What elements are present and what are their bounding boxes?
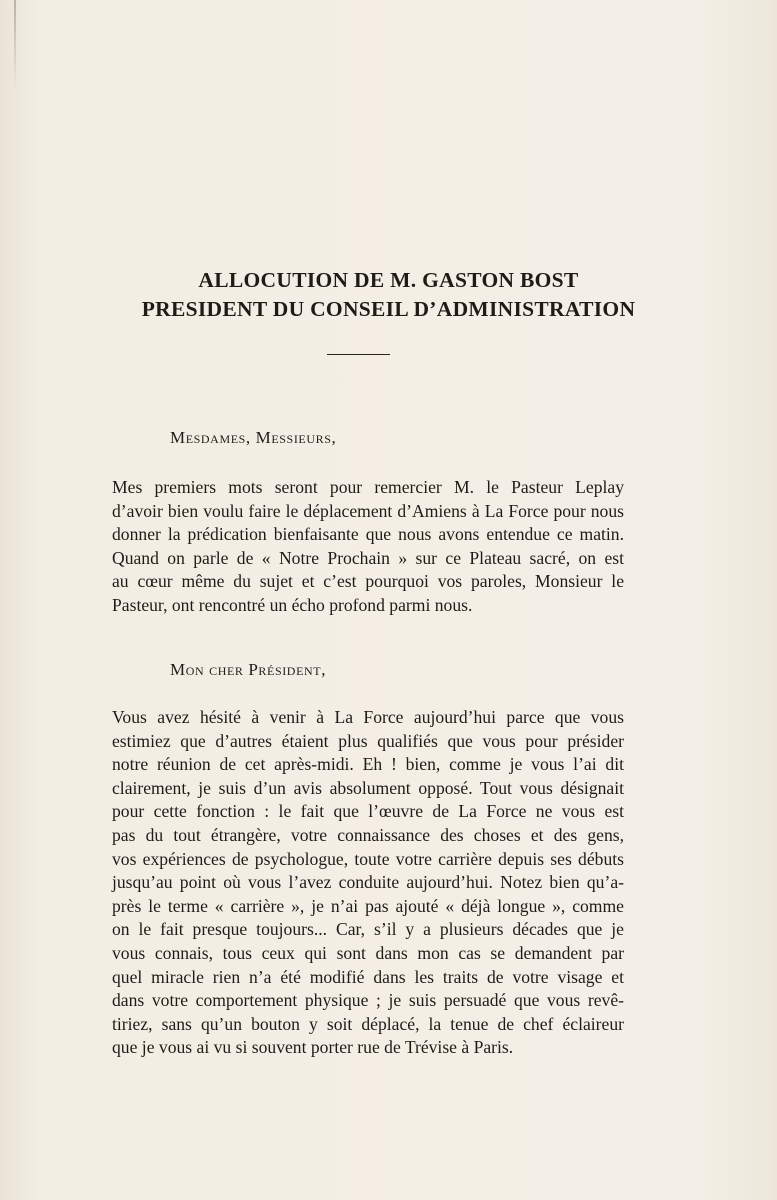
paragraph-2-line: notre réunion de cet après-midi. Eh ! bien, comme je vous l’ai dit [112,754,624,775]
paragraph-1-line: Quand on parle de « Notre Prochain » sur ce Plateau sacré, on est [112,547,624,568]
salutation-1: Mesdames, Messieurs, [170,428,337,447]
paragraph-1-line: Mes premiers mots seront pour remercier M. le Pasteur Leplay [112,477,624,497]
paragraph-2-line: quel miracle rien n’a été modifié dans les traits de votre visage et [112,966,624,987]
paragraph-2-line: Vous avez hésité à venir à La Force aujourd’hui parce que vous [112,707,624,727]
paragraph-1-line: au cœur même du sujet et c’est pourquoi vos paroles, Monsieur le [112,571,624,592]
paragraph-2-line: pas du tout étrangère, votre connaissance des choses et des gens, [112,824,624,845]
paragraph-2-line: jusqu’au point où vous l’avez conduite aujourd’hui. Notez bien qu’a- [112,872,624,893]
title-line-2: PRESIDENT DU CONSEIL D’ADMINISTRATION [141,297,636,321]
paragraph-1-line: Pasteur, ont rencontré un écho profond parmi nous. [112,594,473,615]
title-line-1: ALLOCUTION DE M. GASTON BOST [198,268,579,292]
paragraph-2-line: on le fait presque toujours... Car, s’il y a plusieurs décades que je [112,919,624,940]
paragraph-2-line: dans votre comportement physique ; je suis persuadé que vous revê- [112,990,624,1011]
paragraph-2-line: tiriez, sans qu’un bouton y soit déplacé, la tenue de chef éclaireur [112,1013,624,1034]
title-divider [327,354,390,355]
salutation-2: Mon cher Président, [170,660,327,679]
paragraph-1-line: d’avoir bien voulu faire le déplacement d’Amiens à La Force pour nous [112,500,624,521]
paragraph-2-line: vos expériences de psychologue, toute votre carrière depuis ses débuts [112,848,624,869]
page-fold-mark [14,0,16,90]
paragraph-2-line: que je vous ai vu si souvent porter rue de Trévise à Paris. [112,1037,514,1058]
paragraph-2 [112,706,624,1060]
paragraph-2-line: estimiez que d’autres étaient plus qualifiés que vous pour présider [112,730,624,751]
paragraph-2-line: pour cette fonction : le fait que l’œuvre de La Force ne vous est [112,801,624,822]
paragraph-1 [112,476,624,618]
paragraph-2-line: vous connais, tous ceux qui sont dans mon cas se demandent par [112,942,624,963]
paragraph-1-line: donner la prédication bienfaisante que nous avons entendue ce matin. [112,524,624,545]
paragraph-2-line: près le terme « carrière », je n’ai pas ajouté « déjà longue », comme [112,895,624,916]
paragraph-2-line: clairement, je suis d’un avis absolument opposé. Tout vous désignait [112,777,624,798]
